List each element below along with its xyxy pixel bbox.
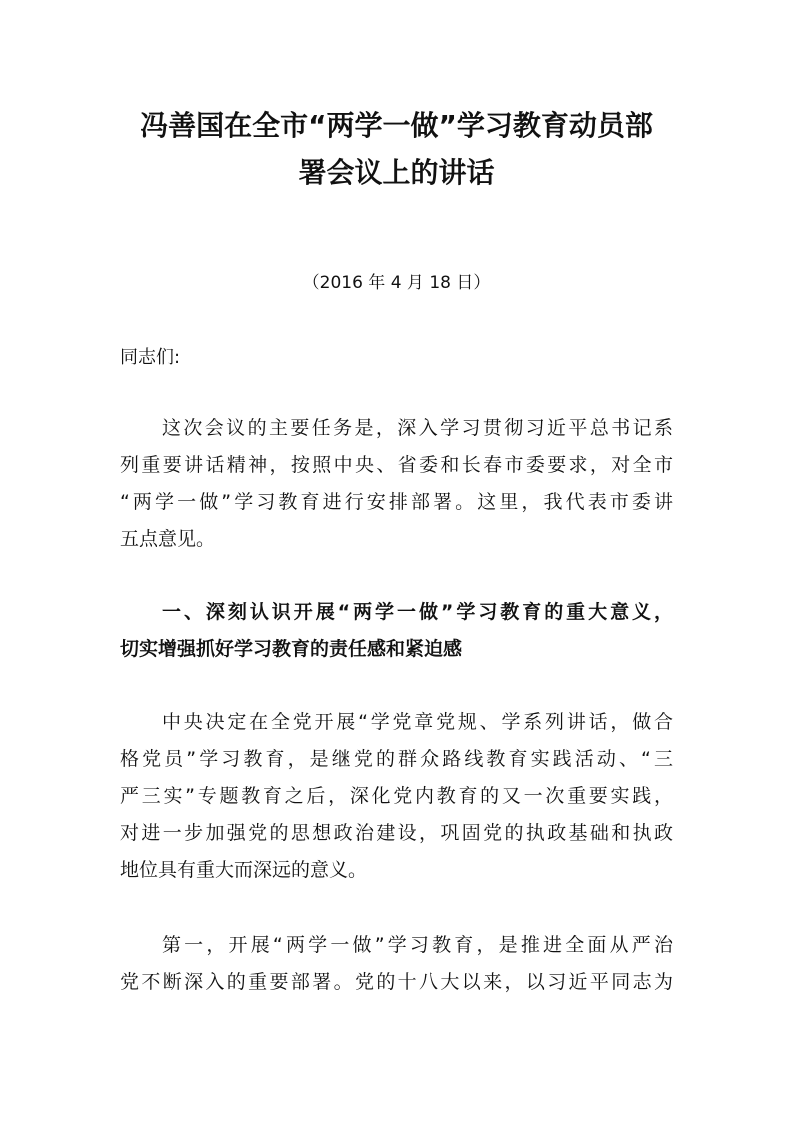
paragraph-significance [120,704,673,889]
text-line: 第一，开展“两学一做”学习教育，是推进全面从严治 [162,934,673,956]
paragraph-first-point [120,927,673,1001]
text-line: 党不断深入的重要部署。党的十八大以来，以习近平同志为 [120,971,673,993]
text-line: 严三实”专题教育之后，深化党内教育的又一次重要实践， [120,785,673,807]
section-heading [120,594,673,668]
text-line: 对进一步加强党的思想政治建设，巩固党的执政基础和执政 [120,822,673,844]
text-line: 这次会议的主要任务是，深入学习贯彻习近平总书记系 [162,417,673,439]
text-line: 地位具有重大而深远的意义。 [120,859,368,881]
text-line: 切实增强抓好学习教育的责任感和紧迫感 [120,638,463,660]
document-title [100,102,693,196]
text-line: 中央决定在全党开展“学党章党规、学系列讲话，做合 [162,711,673,733]
title-line: 署会议上的讲话 [298,156,495,189]
title-line: 冯善国在全市“两学一做”学习教育动员部 [140,109,653,142]
speech-date: （2016 年 4 月 18 日） [302,273,491,293]
text-line: 列重要讲话精神，按照中央、省委和长春市委要求，对全市 [120,454,673,476]
text-line: “两学一做”学习教育进行安排部署。这里，我代表市委讲 [120,491,673,513]
text-line: 一、深刻认识开展“两学一做”学习教育的重大意义， [162,601,673,623]
greeting: 同志们: [120,347,181,368]
text-line: 格党员”学习教育，是继党的群众路线教育实践活动、“三 [120,748,673,770]
paragraph-intro [120,410,673,558]
text-line: 五点意见。 [120,528,216,550]
